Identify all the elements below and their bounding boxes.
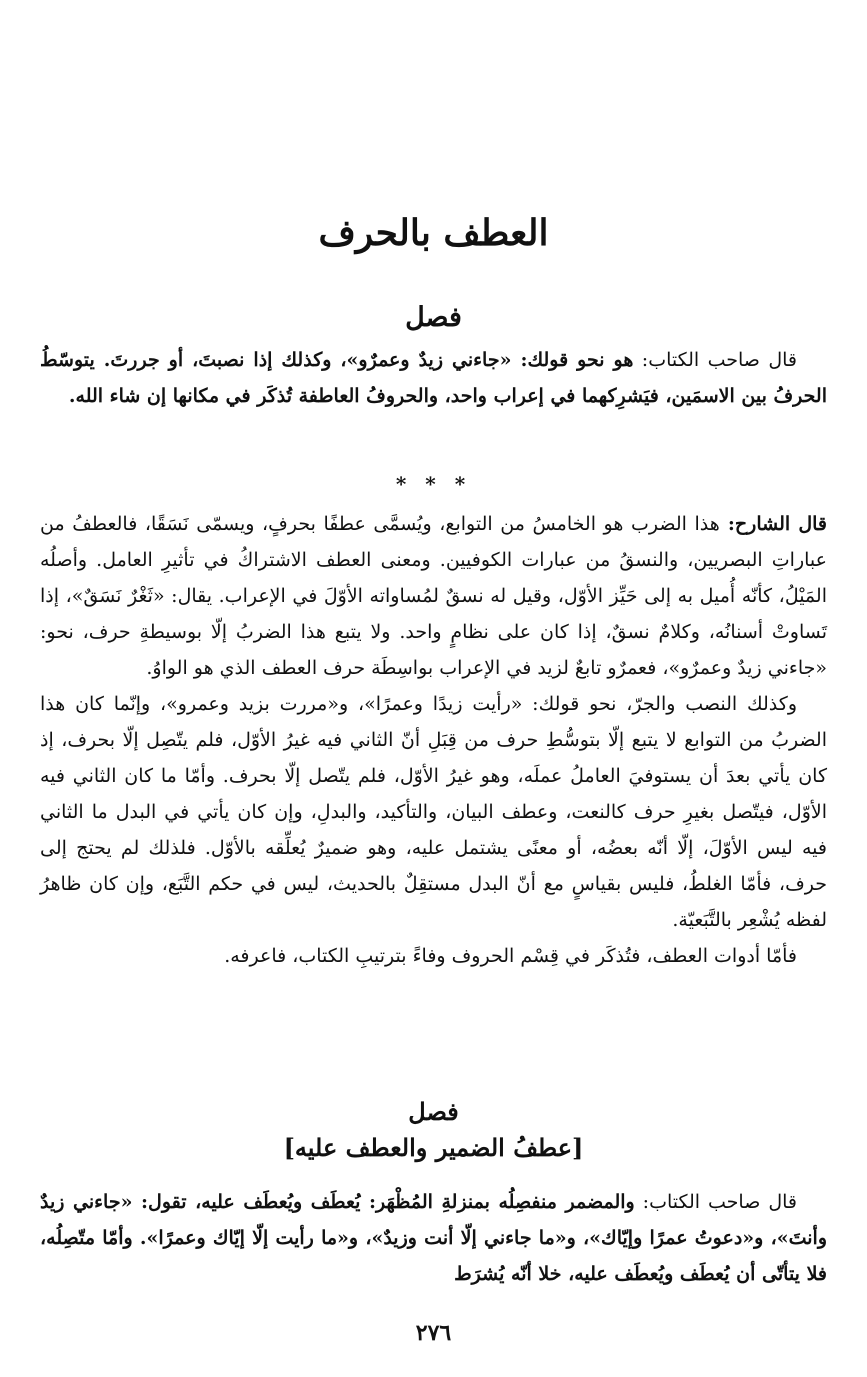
separator-block: [40, 472, 827, 496]
section-heading: فصل: [405, 302, 462, 333]
book-page: [40, 0, 827, 1377]
chapter-title: العطف بالحرف: [318, 212, 549, 254]
page-number: ٢٧٦: [415, 1320, 452, 1346]
author-text: والمضمر منفصِلُه بمنزلةِ المُظْهَر: يُعطَف ويُعطَف عليه، تقول: «جاءني زيدٌ وأنتَ»، و«دعوتُ عمرًا وإيّاك»، و«ما جاءني إلّا أنت وزيدٌ»، و«ما رأيت إلّا إيّاك وعمرًا». وأمّا متّصِلُه، فلا يتأتّى أن يُعطَف ويُعطَف عليه، خلا أنّه يُشرَط: [40, 1191, 827, 1285]
section-2-heading-block: [40, 1095, 827, 1167]
commentary-block: [40, 506, 827, 974]
section-2-body: [40, 1184, 827, 1292]
section-1-body: [40, 342, 827, 414]
commentator-label: قال الشارح:: [719, 513, 828, 535]
commentary-paragraph-1: [40, 506, 827, 686]
author-label: قال صاحب الكتاب:: [633, 349, 798, 371]
author-statement: [40, 1184, 827, 1292]
section-1: [40, 302, 827, 333]
section-heading: فصل: [408, 1097, 459, 1126]
separator: * * *: [395, 472, 472, 496]
commentary-paragraph-2: وكذلك النصب والجرّ، نحو قولك: «رأيت زيدًا وعمرًا»، و«مررت بزيد وعمرو»، وإنّما كان هذا الضربُ من التوابع لا يتبع إلّا بتوسُّطِ حرف من قِبَلِ أنّ الثاني فيه غيرُ الأوّل، فلم يتّصِل إلّا بحرف، إذ كان يأتي بعدَ أن يستوفيَ العاملُ عملَه، وهو غيرُ الأوّل، فلم يتّصل إلّا بحرف. وأمّا ما كان الثاني فيه الأوّل، فيتّصل بغيرِ حرف كالنعت، وعطف البيان، والتأكيد، والبدلِ، وإن كان يأتي في البدل ما الثاني فيه ليس الأوّلَ، إلّا أنّه بعضُه، أو معنًى يشتمل عليه، وهو ضميرٌ يُعلِّقه بالأوّل. فلذلك لم يحتج إلى حرف، فأمّا الغلطُ، فليس بقياسٍ مع أنّ البدل مستقِلٌ بالحديث، ليس في حكم التَّبَع، وإن كان ظاهرُ لفظه يُشْعِر بالتَّبَعيّة.: [40, 693, 827, 931]
section-subheading: [عطفُ الضمير والعطف عليه]: [283, 1133, 584, 1162]
commentary-text-1: هذا الضرب هو الخامسُ من التوابع، ويُسمَّى عطفًا بحرفٍ، ويسمّى نَسَقًا، فالعطفُ من عباراتِ البصريين، والنسقُ من عبارات الكوفيين. ومعنى العطف الاشتراكُ في تأثيرِ العامل. وأصلُه المَيْلُ، كأنّه أُميل به إلى حَيِّز الأوّل، وقيل له نسقٌ لمُساواته الأوّلَ في الإعراب. يقال: «ثَغْرٌ نَسَقٌ»، إذا تَساوتْ أسنانُه، وكلامٌ نسقٌ، إذا كان على نظامٍ واحد. ولا يتبع هذا الضربُ إلّا بوسيطةِ حرف، نحو: «جاءني زيدٌ وعمرٌو»، فعمرٌو تابعٌ لزيد في الإعراب بواسِطَة حرف العطف الذي هو الواوُ.: [40, 513, 827, 679]
author-statement: [40, 342, 827, 414]
author-text: هو نحو قولك: «جاءني زيدٌ وعمرٌو»، وكذلك إذا نصبتَ، أو جررتَ. يتوسّطُ الحرفُ بين الاسمَين، فيَشرِكهما في إعراب واحد، والحروفُ العاطفة تُذكَر في مكانها إن شاء الله.: [40, 349, 827, 407]
author-label: قال صاحب الكتاب:: [634, 1191, 797, 1213]
commentary-paragraph-3: فأمّا أدوات العطف، فتُذكَر في قِسْم الحروف وفاءً بترتيبِ الكتاب، فاعرفه.: [224, 945, 797, 967]
